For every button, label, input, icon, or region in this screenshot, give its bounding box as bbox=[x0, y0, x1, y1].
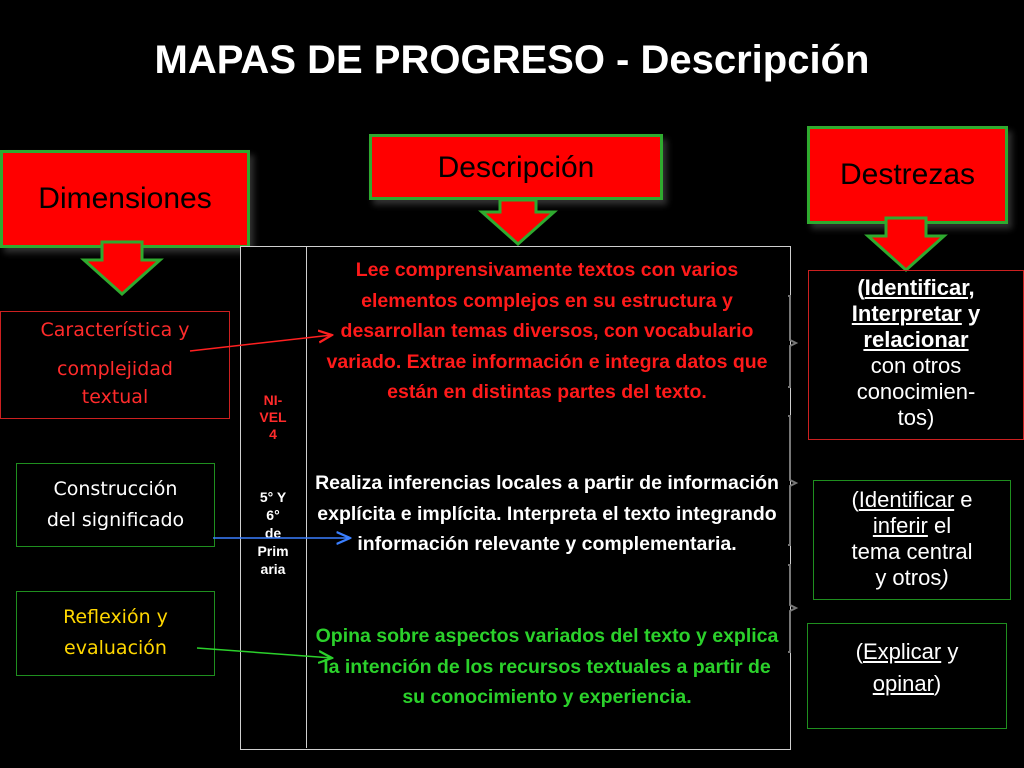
nivel-line: NI- bbox=[263, 392, 283, 408]
rest-line: y otros bbox=[875, 565, 942, 590]
paren: ( bbox=[851, 487, 859, 512]
rest-line: tos) bbox=[897, 405, 935, 430]
identificar-word: Identificar bbox=[858, 487, 955, 512]
grade-line: aria bbox=[260, 561, 286, 577]
grade-line: 6° bbox=[266, 507, 280, 523]
nivel-line: VEL bbox=[259, 409, 287, 425]
explicar-word: Explicar bbox=[862, 639, 942, 664]
nivel-number: 4 bbox=[269, 426, 277, 442]
grade-line: Prim bbox=[257, 543, 289, 559]
descripcion-label: Descripción bbox=[437, 151, 595, 184]
red-connector-arrow bbox=[190, 335, 332, 351]
conj: e bbox=[954, 487, 973, 512]
destreza-box-1 bbox=[808, 270, 1024, 440]
caracteristica-line: Característica y bbox=[40, 319, 190, 341]
brace-1 bbox=[788, 296, 796, 387]
identificar-word: Identificar, bbox=[864, 275, 975, 300]
destreza-box-2 bbox=[813, 480, 1011, 600]
description-green-text: Opina sobre aspectos variados del texto y explica la intención de los recursos textuales a partir de su conocimiento y experiencia. bbox=[315, 625, 779, 708]
conj: y bbox=[961, 301, 981, 326]
caracteristica-line: textual bbox=[81, 386, 149, 408]
interpretar-word: Interpretar bbox=[851, 301, 962, 326]
paren: ( bbox=[857, 275, 865, 300]
rest-line: tema central bbox=[851, 539, 973, 564]
caracteristica-line: complejidad bbox=[57, 358, 173, 380]
grade-line: de bbox=[264, 525, 282, 541]
paren: ) bbox=[933, 671, 942, 696]
page-title: MAPAS DE PROGRESO - Descripción bbox=[154, 38, 870, 82]
destrezas-label: Destrezas bbox=[839, 158, 976, 191]
brace-3 bbox=[788, 565, 796, 652]
construccion-line: del significado bbox=[46, 509, 185, 531]
conj: y bbox=[941, 639, 959, 664]
brace-2 bbox=[788, 416, 796, 545]
rest-line: con otros bbox=[870, 353, 962, 378]
reflexion-line: Reflexión y bbox=[63, 606, 168, 628]
description-red-text: Lee comprensivamente textos con varios elementos complejos en su estructura y desarrollan temas diversos, con vocabulario variado. Extrae información e integra datos que están en distintas partes del texto. bbox=[326, 259, 768, 403]
dimensiones-label: Dimensiones bbox=[38, 182, 212, 215]
paren: ( bbox=[855, 639, 863, 664]
construccion-line: Construcción bbox=[53, 478, 178, 500]
paren: ) bbox=[941, 565, 949, 590]
opinar-word: opinar bbox=[872, 671, 934, 696]
reflexion-line: evaluación bbox=[64, 637, 167, 659]
rest-line: conocimien- bbox=[856, 379, 976, 404]
destreza-box-3 bbox=[807, 623, 1007, 729]
conj: el bbox=[927, 513, 952, 538]
green-connector-arrow bbox=[197, 648, 332, 658]
grade-line: 5° Y bbox=[259, 489, 287, 505]
description-white-text: Realiza inferencias locales a partir de información explícita e implícita. Interpreta el texto integrando información relevante y complementaria. bbox=[315, 472, 779, 555]
inferir-word: inferir bbox=[872, 513, 928, 538]
relacionar-word: relacionar bbox=[863, 327, 969, 352]
